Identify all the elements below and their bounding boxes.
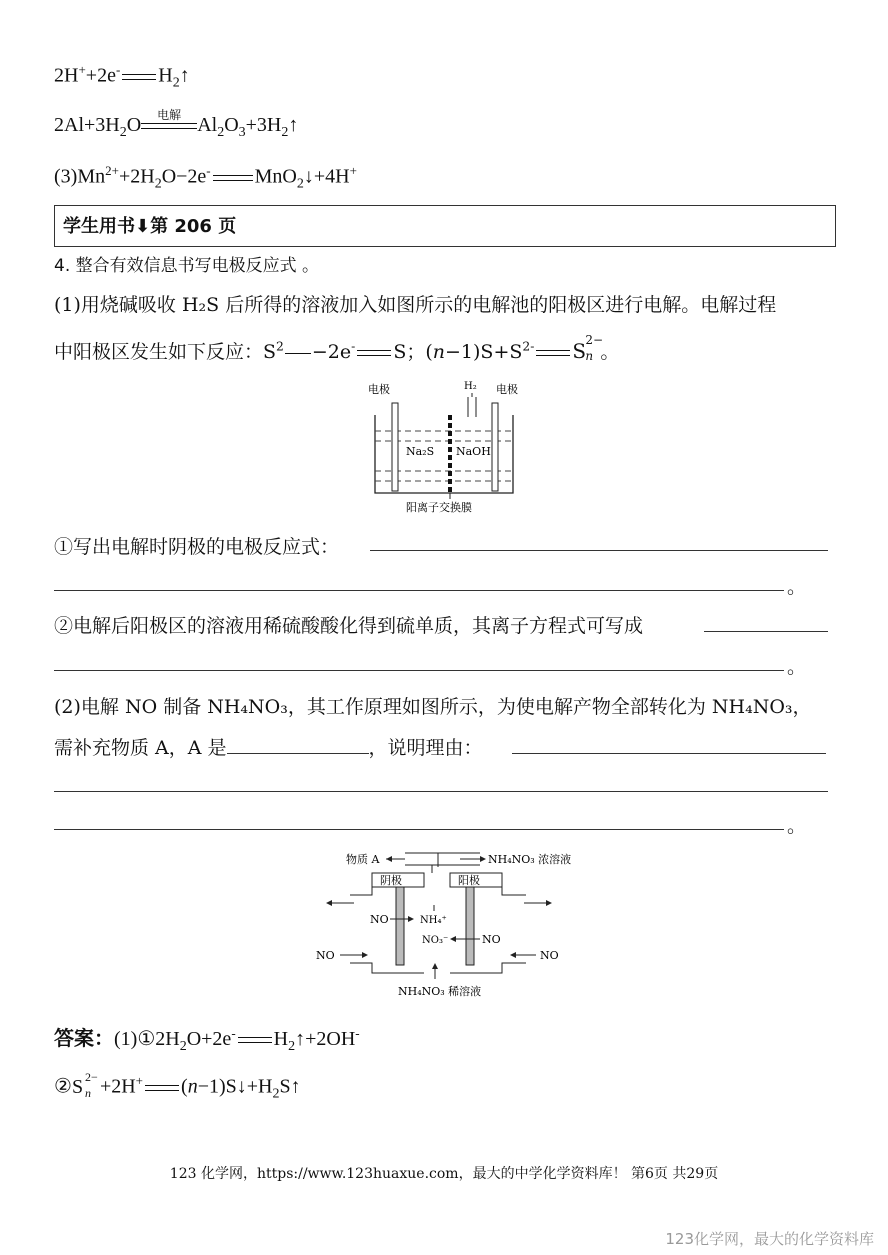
minus-line: [285, 353, 311, 354]
p1-text-b: −2e: [311, 341, 352, 363]
equals-sign: [145, 1085, 179, 1091]
feed-label: NH₄NO₃ 稀溶液: [398, 985, 482, 998]
eq3-plus: +: [349, 163, 357, 178]
answer-blank-2a[interactable]: [704, 631, 828, 632]
a1-oh: -: [355, 1025, 360, 1041]
gas-outlet: [468, 393, 476, 417]
question-4-title: 4. 整合有效信息书写电极反应式 。: [54, 256, 320, 276]
equals-sign: [213, 175, 253, 181]
left-solution-label: Na₂S: [406, 445, 435, 458]
cathode-electrode: [396, 887, 404, 965]
answer-a1-tail: ↑+2OH: [295, 1028, 356, 1050]
eq3-tail: ↓+4H: [303, 165, 350, 188]
no3-label: NO₃⁻: [422, 935, 449, 946]
product-label: NH₄NO₃ 浓溶液: [488, 853, 572, 866]
p1-text-a: 中阳极区发生如下反应：S: [54, 341, 277, 363]
answer-blank-1a[interactable]: [370, 550, 828, 551]
eq2-sub4: 2: [281, 125, 289, 140]
right-electrode: [492, 403, 498, 491]
no-left-top-label: NO: [370, 913, 389, 926]
p2-text-b: ，说明理由：: [368, 737, 483, 759]
equals-sign: [238, 1037, 272, 1043]
answer-label: 答案：: [54, 1026, 114, 1050]
eq2-products: Al: [197, 114, 218, 136]
answer-a2-n: n: [187, 1075, 198, 1098]
question-4-part1-line2: [54, 333, 620, 364]
polysulfide-ion: S 2− n: [71, 1069, 98, 1100]
eq2-o: O: [126, 114, 142, 136]
question-4-part1-line1: (1)用烧碱吸收 H₂S 后所得的溶液加入如图所示的电解池的阳极区进行电解。电解过程: [54, 294, 777, 316]
eq1-sub: 2: [172, 75, 180, 91]
answer-a2-tail: −1)S↓+H: [197, 1075, 273, 1098]
equals-sign: [357, 350, 391, 356]
sub-question-1-text: ①写出电解时阴极的电极反应式：: [54, 536, 340, 558]
eq3-mid: +2H: [118, 165, 155, 188]
eq3-o: O−2e: [161, 165, 207, 188]
top-channel: [405, 853, 438, 873]
electrode-right-label: 电极: [496, 383, 518, 396]
eq3-prefix: (3)Mn: [54, 165, 106, 188]
answer-a1: (1)①2H: [114, 1028, 180, 1050]
equation-2: [54, 108, 299, 141]
electrode-left-label: 电极: [368, 383, 390, 396]
answer-a2-prefix: ②: [54, 1075, 72, 1098]
section-reference-text: 学生用书⬇第 206 页: [63, 216, 237, 237]
electrolysis-cell-figure: [360, 375, 530, 515]
nh4-label: NH₄⁺: [420, 915, 447, 926]
answer-a1-h: H: [273, 1028, 289, 1050]
cathode-label: 阴极: [380, 874, 402, 887]
p2-text-a: 需补充物质 A，A 是: [54, 737, 227, 759]
answer-a1-o: O+2e: [186, 1028, 232, 1050]
eq3-sub1: 2: [154, 176, 162, 192]
equation-3: [54, 163, 357, 193]
question-4-part2-line2: [54, 733, 483, 760]
right-solution-label: NaOH: [456, 445, 491, 458]
membrane-caption: 阳离子交换膜: [406, 501, 472, 514]
eq1-left: 2H: [54, 64, 79, 87]
eq2-sub3: 3: [238, 125, 246, 140]
reason-blank-1[interactable]: [512, 753, 826, 754]
answer-line-2: ②S 2− n +2H+ $(n-1)S↓+H_2S↑$: [54, 1069, 301, 1102]
a1-e: -: [231, 1025, 236, 1041]
question-4-part2-line1: (2)电解 NO 制备 NH₄NO₃，其工作原理如图所示，为使电解产物全部转化为 NH₄NO₃，: [54, 696, 812, 718]
eq2-plus: +3H: [245, 114, 282, 136]
answer-a2-tail2: S↑: [279, 1075, 301, 1098]
electrolysis-arrow: [141, 108, 197, 129]
up-arrow-icon: ↑: [179, 64, 190, 87]
eq1-mid: +2e: [85, 64, 116, 87]
eq2-sub2: 2: [217, 125, 225, 140]
eq3-e: -: [206, 163, 211, 178]
reason-blank-2[interactable]: [54, 791, 828, 792]
eq2-o3: O: [224, 114, 239, 136]
answer-blank-2b[interactable]: [54, 670, 784, 671]
period: 。: [787, 815, 807, 837]
answer-blank-1b[interactable]: [54, 590, 784, 591]
eq3-right: MnO: [254, 165, 297, 188]
gas-label: H₂: [464, 381, 477, 392]
s-charge: 2: [276, 339, 284, 354]
substance-a-blank[interactable]: [227, 753, 369, 754]
eq2-reactants: 2Al+3H: [54, 114, 120, 136]
eq2-condition: 电解: [157, 108, 182, 123]
a2-sub: 2: [272, 1086, 280, 1102]
a1-sub2: 2: [288, 1039, 296, 1054]
left-electrode: [392, 403, 398, 491]
up-arrow-icon: ↑: [288, 114, 299, 136]
no-right-bottom-label: NO: [540, 949, 559, 962]
substance-a-label: 物质 A: [346, 853, 380, 866]
eq3-sub2: 2: [296, 176, 304, 192]
watermark: 123化学网，最大的化学资料库: [665, 1230, 874, 1248]
eq2-sub1: 2: [119, 125, 127, 140]
e-charge: -: [351, 339, 356, 354]
eq3-charge: 2+: [105, 163, 119, 178]
a1-sub1: 2: [179, 1039, 187, 1054]
equation-1: [54, 62, 190, 92]
p1-text-e: 。: [600, 341, 620, 363]
anode-electrode: [466, 887, 474, 965]
no-electrolysis-figure: [310, 845, 590, 1005]
cell-outline: [350, 887, 526, 973]
reason-blank-3[interactable]: [54, 829, 784, 830]
anode-label: 阳极: [458, 874, 480, 887]
s-charge-2: 2-: [522, 339, 535, 354]
eq1-right: H: [158, 64, 173, 87]
answer-a2-mid: +2H: [99, 1075, 136, 1098]
no-left-bottom-label: NO: [316, 949, 335, 962]
no-right-mid-label: NO: [482, 933, 501, 946]
a2-h: +: [135, 1073, 144, 1088]
page-footer: 123 化学网，https://www.123huaxue.com，最大的中学化学资料库！ 第6页 共29页: [169, 1166, 719, 1182]
p1-text-c: S；(: [393, 341, 433, 363]
eq1-e: -: [115, 62, 121, 77]
polysulfide-ion: S 2− n: [572, 333, 604, 363]
section-reference-box: [54, 205, 836, 247]
equals-sign: [536, 350, 570, 356]
period: 。: [787, 656, 807, 678]
p1-text-d: −1)S+S: [445, 341, 523, 363]
sub-question-1: [54, 532, 339, 559]
sub-question-2: ②电解后阳极区的溶液用稀硫酸酸化得到硫单质，其离子方程式可写成: [54, 615, 644, 637]
eq1-charge: +: [78, 62, 86, 77]
p1-n: n: [432, 341, 446, 363]
period: 。: [787, 576, 807, 598]
answer-line-1: [54, 1022, 360, 1055]
equals-sign: [122, 74, 156, 80]
